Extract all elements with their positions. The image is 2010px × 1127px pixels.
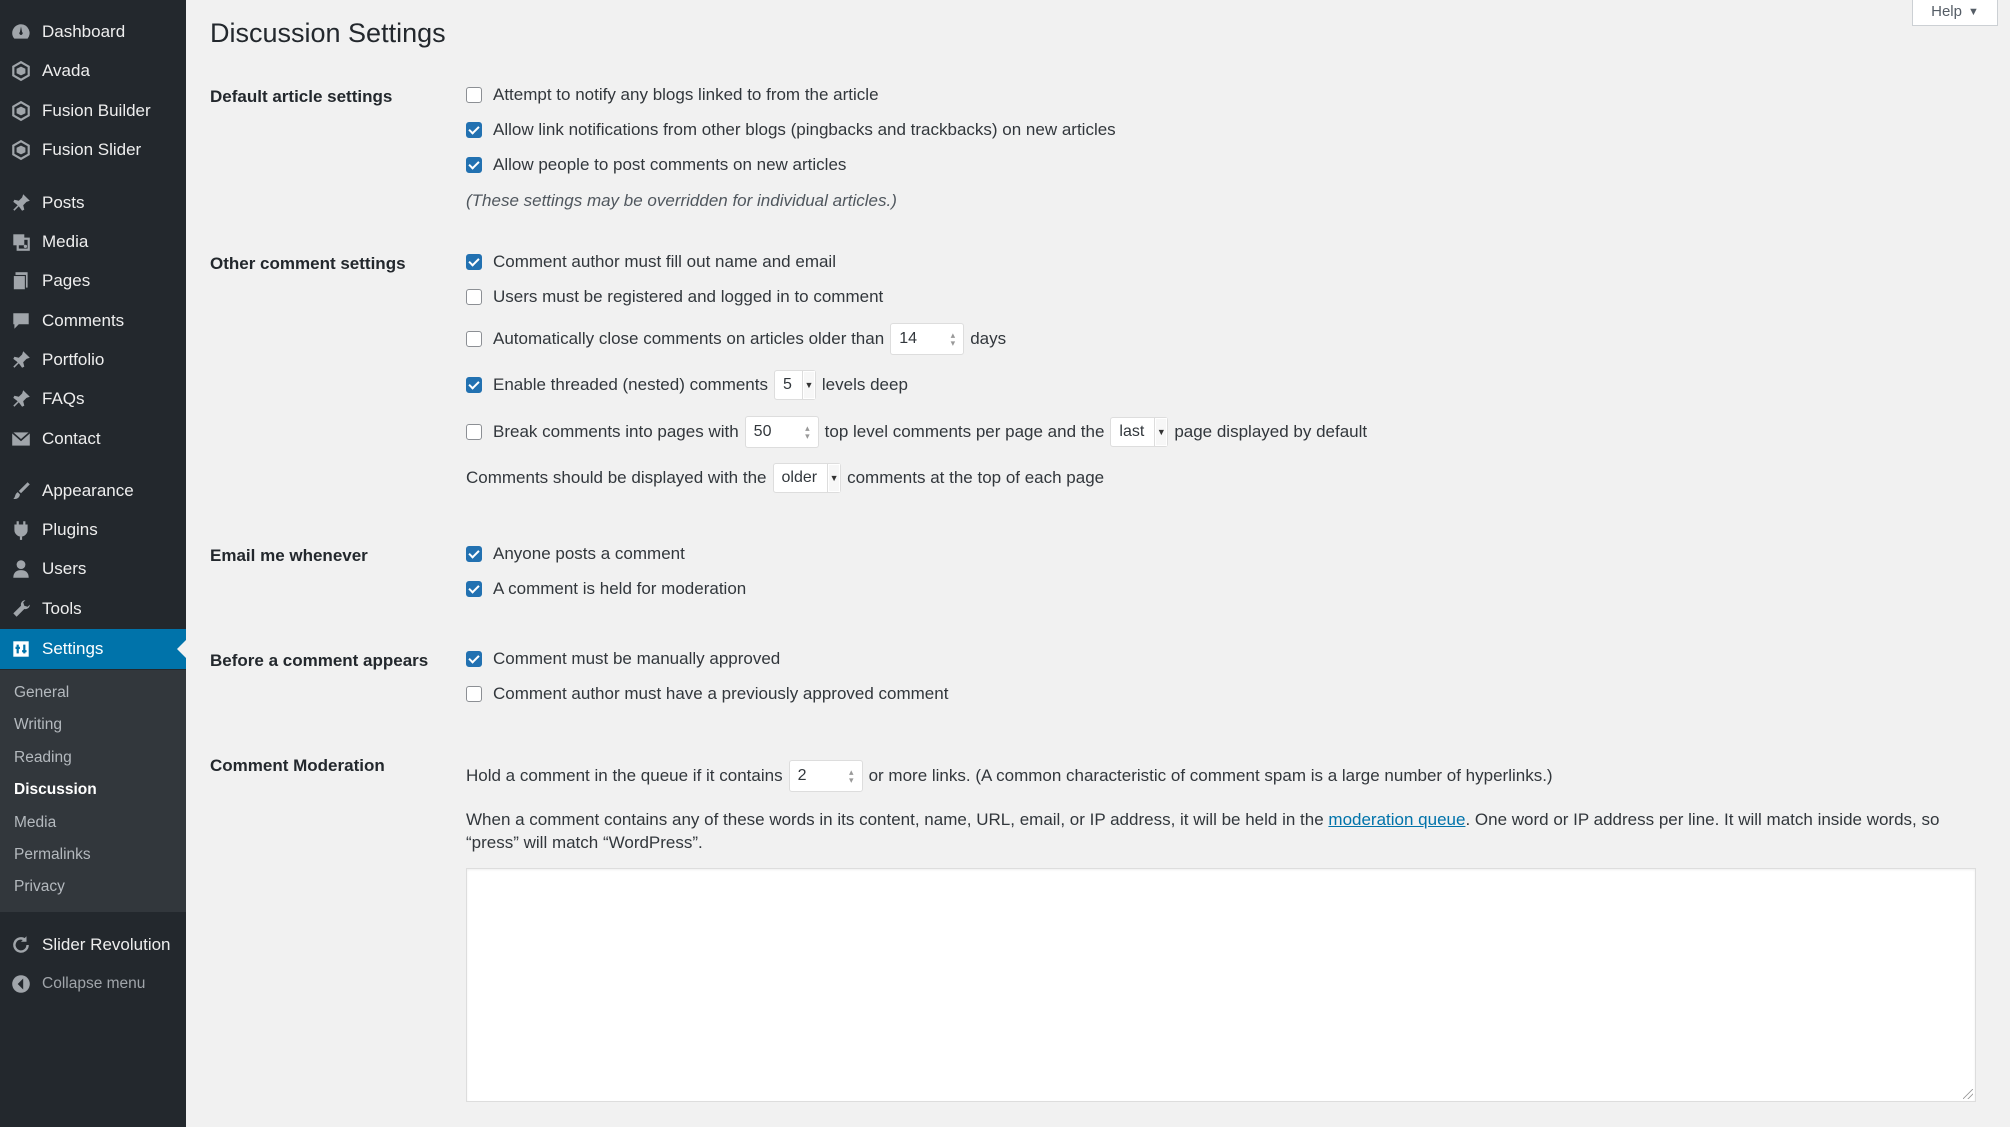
menu-fusion-slider-label: Fusion Slider bbox=[42, 140, 142, 159]
require-registration-label[interactable]: Users must be registered and logged in to comment bbox=[493, 287, 884, 306]
default-article-settings-label: Default article settings bbox=[210, 87, 393, 106]
pages-icon bbox=[10, 270, 32, 292]
moderation-description bbox=[466, 808, 1990, 854]
notify-blogs-label[interactable]: Attempt to notify any blogs linked to from the article bbox=[493, 85, 879, 104]
menu-plugins-label: Plugins bbox=[42, 520, 98, 539]
previously-approved-row bbox=[466, 684, 948, 704]
threaded-checkbox[interactable] bbox=[466, 377, 482, 393]
comments-per-page-input[interactable] bbox=[745, 416, 819, 448]
current-menu-arrow bbox=[177, 640, 186, 658]
page-title: Discussion Settings bbox=[210, 18, 446, 48]
auto-close-suffix: days bbox=[970, 329, 1007, 348]
chevron-down-icon: ▼ bbox=[1154, 418, 1167, 446]
thread-depth-select[interactable] bbox=[774, 370, 816, 400]
email-me-label: Email me whenever bbox=[210, 546, 368, 565]
spinner-icon: ▴ ▾ bbox=[805, 423, 810, 441]
manually-approved-label[interactable]: Comment must be manually approved bbox=[493, 649, 781, 668]
pin-icon bbox=[10, 388, 32, 410]
menu-slider-revolution-label: Slider Revolution bbox=[42, 935, 171, 954]
menu-media-label: Media bbox=[42, 232, 89, 251]
paged-comments-label[interactable]: Break comments into pages with bbox=[493, 422, 739, 441]
menu-appearance-label: Appearance bbox=[42, 481, 134, 500]
fusion-builder-icon bbox=[10, 100, 32, 122]
paged-comments-middle: top level comments per page and the bbox=[824, 422, 1105, 441]
allow-comments-checkbox[interactable] bbox=[466, 157, 482, 173]
comment-order-prefix: Comments should be displayed with the bbox=[466, 468, 767, 487]
allow-pingbacks-row bbox=[466, 120, 1116, 140]
paged-comments-checkbox[interactable] bbox=[466, 424, 482, 440]
moderation-text-suffix: . One word or IP address per line. It will match inside words, so “press” will match “WordPress”. bbox=[466, 810, 1940, 852]
auto-close-checkbox[interactable] bbox=[466, 331, 482, 347]
auto-close-row bbox=[466, 323, 1006, 355]
override-note: (These settings may be overridden for individual articles.) bbox=[466, 191, 897, 210]
anyone-posts-checkbox[interactable] bbox=[466, 546, 482, 562]
require-registration-checkbox[interactable] bbox=[466, 289, 482, 305]
auto-close-label[interactable]: Automatically close comments on articles older than bbox=[493, 329, 885, 348]
anyone-posts-row bbox=[466, 544, 685, 564]
menu-faqs-label: FAQs bbox=[42, 389, 85, 408]
thread-depth-value: 5 bbox=[783, 376, 792, 393]
settings-icon bbox=[10, 638, 32, 660]
menu-settings[interactable] bbox=[0, 629, 186, 669]
menu-posts-label: Posts bbox=[42, 193, 85, 212]
max-links-value: 2 bbox=[797, 767, 807, 784]
anyone-posts-label[interactable]: Anyone posts a comment bbox=[493, 544, 685, 563]
comment-order-value: older bbox=[781, 469, 818, 486]
wrench-icon bbox=[10, 598, 32, 620]
allow-pingbacks-label[interactable]: Allow link notifications from other blogs (pingbacks and trackbacks) on new articles bbox=[493, 120, 1116, 139]
triangle-down-icon: ▼ bbox=[1967, 5, 1979, 18]
menu-posts[interactable] bbox=[0, 184, 186, 222]
menu-pages-label: Pages bbox=[42, 271, 91, 290]
default-page-value: last bbox=[1119, 423, 1145, 440]
hold-links-prefix: Hold a comment in the queue if it contains bbox=[466, 766, 783, 785]
previously-approved-label[interactable]: Comment author must have a previously approved comment bbox=[493, 684, 949, 703]
menu-tools[interactable] bbox=[0, 590, 186, 628]
fusion-slider-icon bbox=[10, 139, 32, 161]
allow-comments-label[interactable]: Allow people to post comments on new articles bbox=[493, 155, 847, 174]
close-days-input[interactable] bbox=[890, 323, 964, 355]
notify-blogs-checkbox[interactable] bbox=[466, 87, 482, 103]
held-moderation-label[interactable]: A comment is held for moderation bbox=[493, 579, 747, 598]
submenu-writing[interactable]: Writing bbox=[14, 716, 62, 733]
menu-users-label: Users bbox=[42, 559, 87, 578]
moderation-keys-textarea[interactable] bbox=[466, 868, 1976, 1102]
menu-media[interactable] bbox=[0, 223, 186, 261]
pin-icon bbox=[10, 349, 32, 371]
help-button[interactable] bbox=[1912, 0, 1998, 26]
menu-pages[interactable] bbox=[0, 262, 186, 300]
resize-handle-icon[interactable] bbox=[1963, 1089, 1973, 1099]
menu-fusion-builder[interactable] bbox=[0, 92, 186, 130]
collapse-menu-button[interactable] bbox=[0, 965, 186, 1003]
menu-portfolio-label: Portfolio bbox=[42, 350, 105, 369]
avada-icon bbox=[10, 60, 32, 82]
require-registration-row bbox=[466, 287, 883, 307]
other-comment-settings-label: Other comment settings bbox=[210, 254, 406, 273]
spinner-icon: ▴ ▾ bbox=[849, 767, 854, 785]
menu-portfolio[interactable] bbox=[0, 341, 186, 379]
manually-approved-checkbox[interactable] bbox=[466, 651, 482, 667]
menu-contact-label: Contact bbox=[42, 429, 101, 448]
menu-appearance[interactable] bbox=[0, 472, 186, 510]
plug-icon bbox=[10, 519, 32, 541]
settings-submenu bbox=[0, 670, 186, 912]
menu-fusion-builder-label: Fusion Builder bbox=[42, 101, 151, 120]
comments-per-page-value: 50 bbox=[753, 423, 772, 440]
paged-comments-row bbox=[466, 416, 1367, 448]
user-icon bbox=[10, 558, 32, 580]
menu-tools-label: Tools bbox=[42, 599, 82, 618]
submenu-reading[interactable]: Reading bbox=[14, 749, 72, 766]
threaded-suffix: levels deep bbox=[821, 375, 908, 394]
menu-avada[interactable] bbox=[0, 52, 186, 90]
collapse-icon bbox=[10, 973, 32, 995]
menu-plugins[interactable] bbox=[0, 511, 186, 549]
moderation-queue-link[interactable]: moderation queue bbox=[1328, 810, 1466, 829]
menu-contact[interactable] bbox=[0, 420, 186, 458]
manually-approved-row bbox=[466, 649, 780, 669]
dashboard-icon bbox=[10, 21, 32, 43]
submenu-privacy[interactable]: Privacy bbox=[14, 878, 65, 895]
submenu-general[interactable]: General bbox=[14, 684, 70, 701]
submenu-discussion[interactable]: Discussion bbox=[14, 781, 97, 798]
menu-settings-label: Settings bbox=[42, 639, 104, 658]
default-page-select[interactable] bbox=[1110, 417, 1168, 447]
chevron-down-icon: ▼ bbox=[802, 371, 815, 399]
collapse-menu-label: Collapse menu bbox=[42, 975, 146, 992]
submenu-media[interactable]: Media bbox=[14, 814, 57, 831]
menu-fusion-slider[interactable] bbox=[0, 131, 186, 169]
comment-order-suffix: comments at the top of each page bbox=[847, 468, 1105, 487]
media-icon bbox=[10, 231, 32, 253]
refresh-icon bbox=[10, 934, 32, 956]
hold-links-row bbox=[466, 760, 1553, 792]
hold-links-suffix: or more links. (A common characteristic of comment spam is a large number of hyperlinks.) bbox=[868, 766, 1553, 785]
menu-users[interactable] bbox=[0, 550, 186, 588]
submenu-permalinks[interactable]: Permalinks bbox=[14, 846, 91, 863]
require-name-email-checkbox[interactable] bbox=[466, 254, 482, 270]
close-days-value: 14 bbox=[899, 330, 917, 347]
menu-comments[interactable] bbox=[0, 302, 186, 340]
previously-approved-checkbox[interactable] bbox=[466, 686, 482, 702]
require-name-email-label[interactable]: Comment author must fill out name and email bbox=[493, 252, 836, 271]
pin-icon bbox=[10, 192, 32, 214]
notify-blogs-row bbox=[466, 85, 879, 105]
threaded-row bbox=[466, 370, 908, 400]
brush-icon bbox=[10, 480, 32, 502]
allow-pingbacks-checkbox[interactable] bbox=[466, 122, 482, 138]
max-links-input[interactable] bbox=[789, 760, 863, 792]
menu-faqs[interactable] bbox=[0, 380, 186, 418]
envelope-icon bbox=[10, 428, 32, 450]
comment-bubble-icon bbox=[10, 310, 32, 332]
paged-comments-suffix: page displayed by default bbox=[1174, 422, 1368, 441]
before-appears-label: Before a comment appears bbox=[210, 651, 429, 670]
threaded-label[interactable]: Enable threaded (nested) comments bbox=[493, 375, 768, 394]
chevron-down-icon: ▼ bbox=[827, 464, 840, 492]
menu-dashboard-label: Dashboard bbox=[42, 22, 126, 41]
spinner-icon: ▴ ▾ bbox=[950, 330, 956, 348]
admin-sidebar bbox=[0, 0, 186, 1127]
allow-comments-row bbox=[466, 155, 846, 175]
moderation-text-prefix: When a comment contains any of these words in its content, name, URL, email, or IP address, it will be held in the bbox=[466, 810, 1324, 829]
menu-comments-label: Comments bbox=[42, 311, 125, 330]
menu-dashboard[interactable] bbox=[0, 13, 186, 51]
menu-avada-label: Avada bbox=[42, 61, 90, 80]
require-name-email-row bbox=[466, 252, 836, 272]
help-label: Help bbox=[1931, 3, 1962, 20]
held-moderation-checkbox[interactable] bbox=[466, 581, 482, 597]
comment-order-row bbox=[466, 463, 1104, 493]
comment-order-select[interactable] bbox=[773, 463, 842, 493]
held-moderation-row bbox=[466, 579, 746, 599]
comment-moderation-label: Comment Moderation bbox=[210, 756, 385, 775]
menu-slider-revolution[interactable] bbox=[0, 926, 186, 964]
